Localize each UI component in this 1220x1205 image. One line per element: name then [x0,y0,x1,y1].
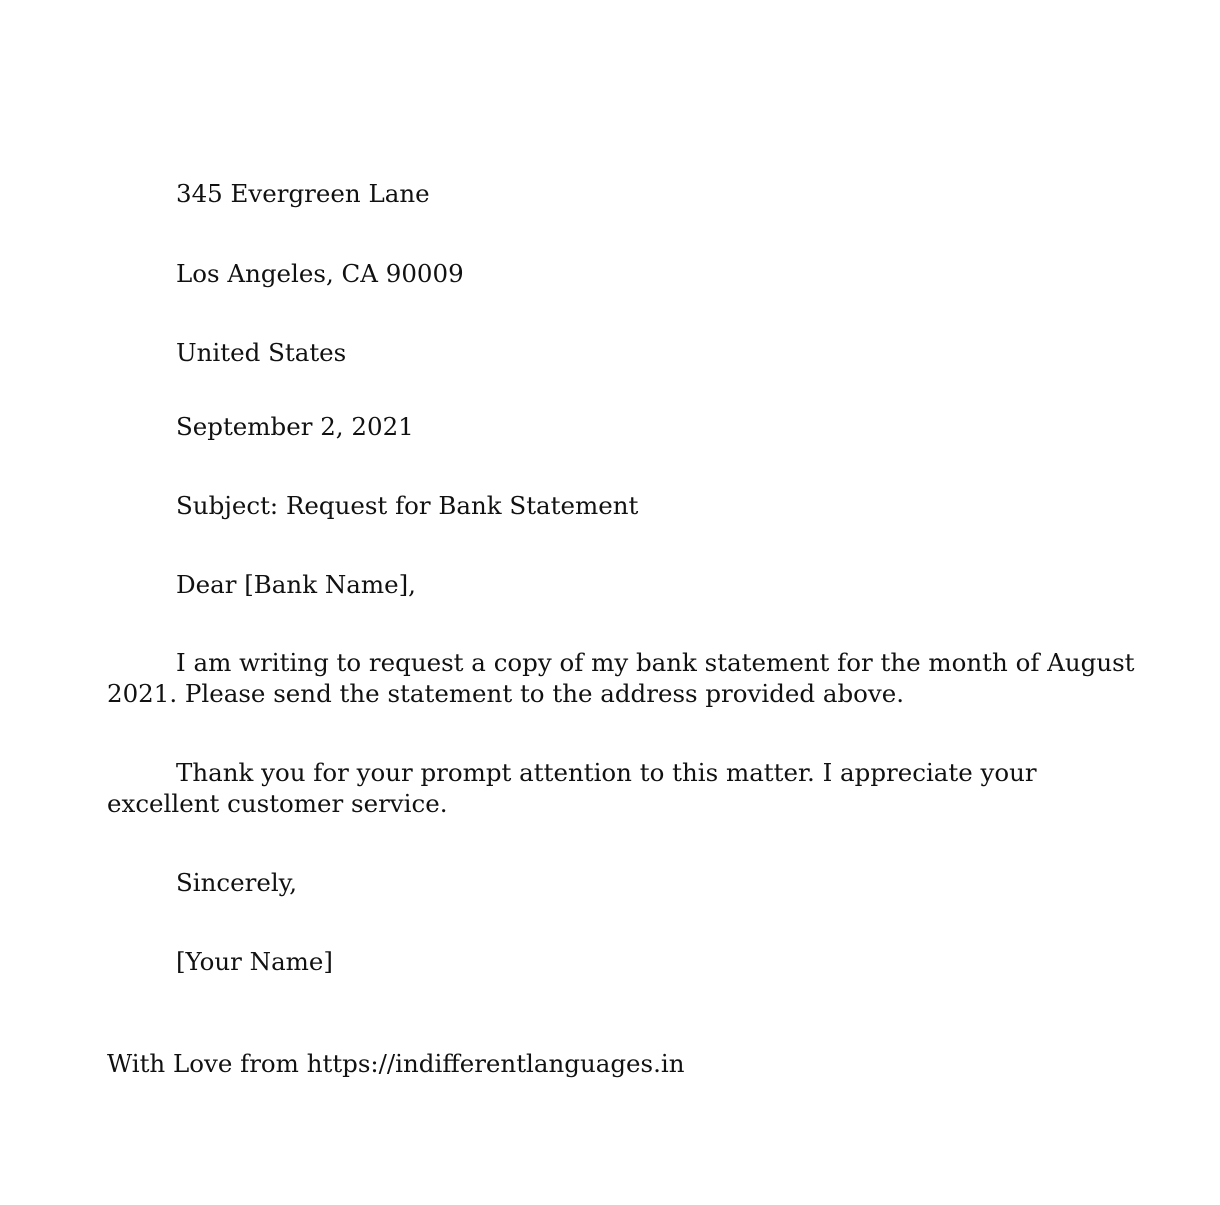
address-line-2: Los Angeles, CA 90009 [176,259,464,288]
address-line-3: United States [176,338,347,367]
signature: [Your Name] [176,947,333,976]
closing: Sincerely, [176,868,298,897]
footer-credit: With Love from https://indifferentlanguages.in [107,1049,685,1078]
letter-date: September 2, 2021 [176,412,414,441]
address-line-1: 345 Evergreen Lane [176,179,430,208]
body-paragraph-2: Thank you for your prompt attention to this matter. I appreciate your excellent customer service. [107,758,1037,818]
letter-subject: Subject: Request for Bank Statement [176,491,639,520]
salutation: Dear [Bank Name], [176,570,416,599]
body-paragraph-1: I am writing to request a copy of my bank statement for the month of August 2021. Please send the statement to the address provided above. [107,648,1135,708]
